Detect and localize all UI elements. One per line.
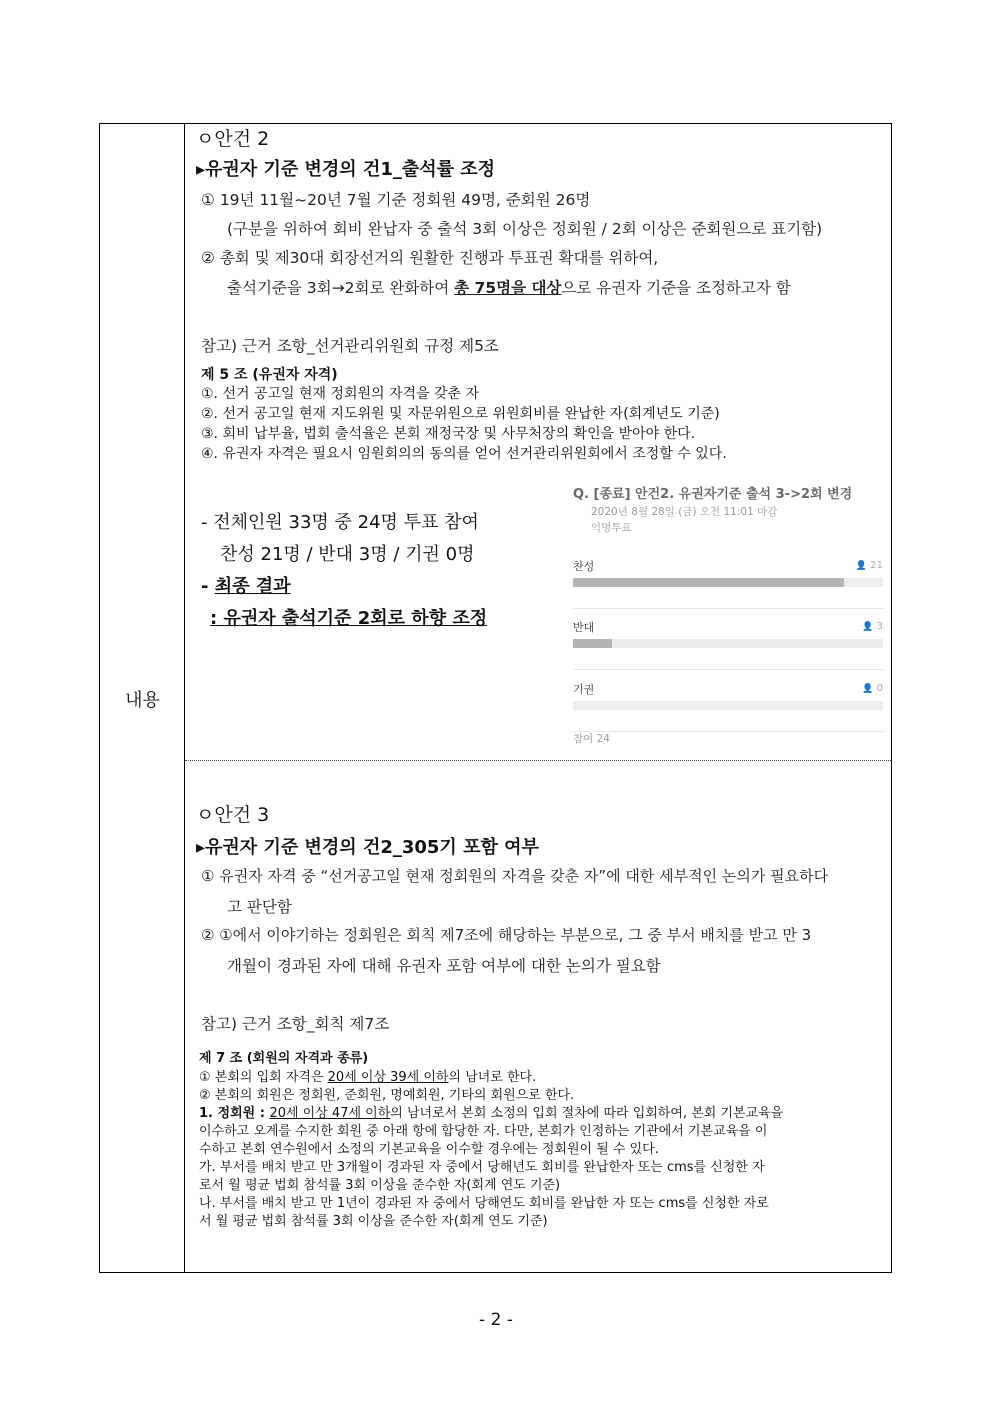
agenda3-heading: ㅇ안건 3: [196, 804, 270, 826]
agenda2-heading: ㅇ안건 2: [196, 128, 270, 150]
law7-item-3-cont1: 이수하고 오계를 수지한 회원 중 아래 항에 합당한 자. 다만, 본회가 인정하는 기관에서 기본교육을 이: [199, 1124, 768, 1139]
agenda2-item1-note: (구분을 위하여 회비 완납자 중 출석 3회 이상은 정회원 / 2회 이상은 준회원으로 표기함): [227, 220, 823, 238]
law7-item-2: ② 본회의 회원은 정회원, 준회원, 명예회원, 기타의 회원으로 한다.: [199, 1088, 575, 1103]
agenda3-item1: ① 유권자 자격 중 “선거공고일 현재 정회원의 자격을 갖춘 자”에 대한 세부적인 논의가 필요하다: [201, 867, 829, 885]
agenda3-item2: ② ①에서 이야기하는 정회원은 회칙 제7조에 해당하는 부분으로, 그 중 부서 배치를 받고 만 3: [201, 926, 812, 944]
agenda3-item2-cont: 개월이 경과된 자에 대해 유권자 포함 여부에 대한 논의가 필요함: [227, 957, 661, 975]
law7-item-b: 나. 부서를 배치 받고 만 1년이 경과된 자 중에서 당해연도 회비를 완납한 자 또는 cms를 신청한 자로: [199, 1196, 769, 1211]
result-label: [201, 572, 291, 598]
vote-summary-2: 찬성 21명 / 반대 3명 / 기권 0명: [220, 544, 475, 565]
poll-card: [561, 469, 886, 759]
poll-bar-fill: [573, 578, 844, 587]
poll-option-no: [573, 619, 885, 670]
law7-item-1: ① 본회의 입회 자격은 20세 이상 39세 이하의 남녀로 한다.: [199, 1070, 537, 1085]
vote-summary-1: - 전체인원 33명 중 24명 투표 참여: [201, 512, 479, 533]
person-icon: 👤: [862, 622, 874, 632]
poll-question: Q. [종료] 안건2. 유권자기준 출석 3->2회 변경: [573, 487, 853, 502]
agenda2-title: ▸유권자 기준 변경의 건1_출석률 조정: [196, 159, 496, 180]
law5-item-3: ③. 회비 납부율, 법회 출석율은 본회 재정국장 및 사무처장의 확인을 받아야 한다.: [201, 426, 696, 442]
agenda2-item1: ① 19년 11월~20년 7월 기준 정회원 49명, 준회원 26명: [201, 191, 591, 209]
agenda2-item2-cont: [227, 276, 791, 298]
poll-bar-fill: [573, 639, 612, 648]
agenda3-item1-cont: 고 판단함: [227, 898, 292, 916]
law5-item-1: ①. 선거 공고일 현재 정회원의 자격을 갖춘 자: [201, 386, 480, 402]
law5-item-2: ②. 선거 공고일 현재 지도위원 및 자문위원으로 위원회비를 완납한 자(회계년도 기준): [201, 406, 720, 422]
page-number: - 2 -: [479, 1310, 513, 1330]
law7-item-b-cont: 서 월 평균 법회 참석률 3회 이상을 준수한 자(회계 연도 기준): [199, 1214, 548, 1229]
poll-type: 익명투표: [591, 522, 632, 534]
poll-option-count: 21: [870, 560, 883, 571]
label-column: [100, 124, 185, 1272]
poll-deadline: 2020년 8월 28일 (금) 오전 11:01 마감: [591, 506, 778, 518]
content-table: [99, 123, 892, 1273]
item2-highlight: 총 75명을 대상: [454, 279, 562, 297]
poll-bar: [573, 578, 883, 587]
poll-option-abstain: [573, 681, 885, 732]
law7-item-3: 1. 정회원 : 20세 이상 47세 이하의 남녀로서 본회 소정의 입회 절차에 따라 입회하여, 본회 기본교육을: [199, 1106, 784, 1121]
person-icon: 👤: [855, 561, 868, 571]
poll-option-yes: [573, 558, 885, 609]
law7-item-a-cont: 로서 월 평균 법회 참석률 3회 이상을 준수한 자(회계 연도 기준): [199, 1178, 561, 1193]
poll-bar: [573, 701, 883, 710]
poll-participants: 참여 24: [573, 733, 610, 745]
poll-option-count: 0: [876, 683, 883, 694]
result-prefix: -: [201, 576, 215, 597]
item2-text-a: 출석기준을 3회→2회로 완화하여: [227, 279, 455, 297]
poll-option-count: 3: [876, 621, 883, 632]
law7-item-3-cont2: 수하고 본회 연수원에서 소정의 기본교육을 이수할 경우에는 정회원이 될 수 있다.: [199, 1142, 659, 1157]
law7-item-a: 가. 부서를 배치 받고 만 3개월이 경과된 자 중에서 당해년도 회비를 완납한자 또는 cms를 신청한 자: [199, 1160, 765, 1175]
result-label-text: 최종 결과: [214, 576, 291, 597]
law5-item-4: ④. 유권자 자격은 필요시 임원회의의 동의를 얻어 선거관리위원회에서 조정할 수 있다.: [201, 446, 727, 462]
person-icon: 👤: [862, 684, 874, 694]
law5-title: 제 5 조 (유권자 자격): [201, 367, 338, 383]
poll-option-label: 반대: [573, 621, 595, 634]
section-divider: [185, 760, 891, 761]
section-label: 내용: [125, 690, 160, 711]
agenda3-reference: 참고) 근거 조항_회칙 제7조: [201, 1015, 390, 1033]
law7-title: 제 7 조 (회원의 자격과 종류): [199, 1051, 369, 1066]
item2-text-c: 으로 유권자 기준을 조정하고자 함: [561, 279, 791, 297]
poll-option-label: 찬성: [573, 560, 595, 573]
agenda2-reference: 참고) 근거 조항_선거관리위원회 규정 제5조: [201, 337, 499, 355]
result-text: : 유권자 출석기준 2회로 하향 조정: [210, 608, 488, 629]
poll-bar: [573, 639, 883, 648]
poll-option-label: 기권: [573, 683, 595, 696]
agenda3-title: ▸유권자 기준 변경의 건2_305기 포함 여부: [196, 837, 539, 858]
agenda2-item2: ② 총회 및 제30대 회장선거의 원활한 진행과 투표권 확대를 위하여,: [201, 249, 659, 267]
